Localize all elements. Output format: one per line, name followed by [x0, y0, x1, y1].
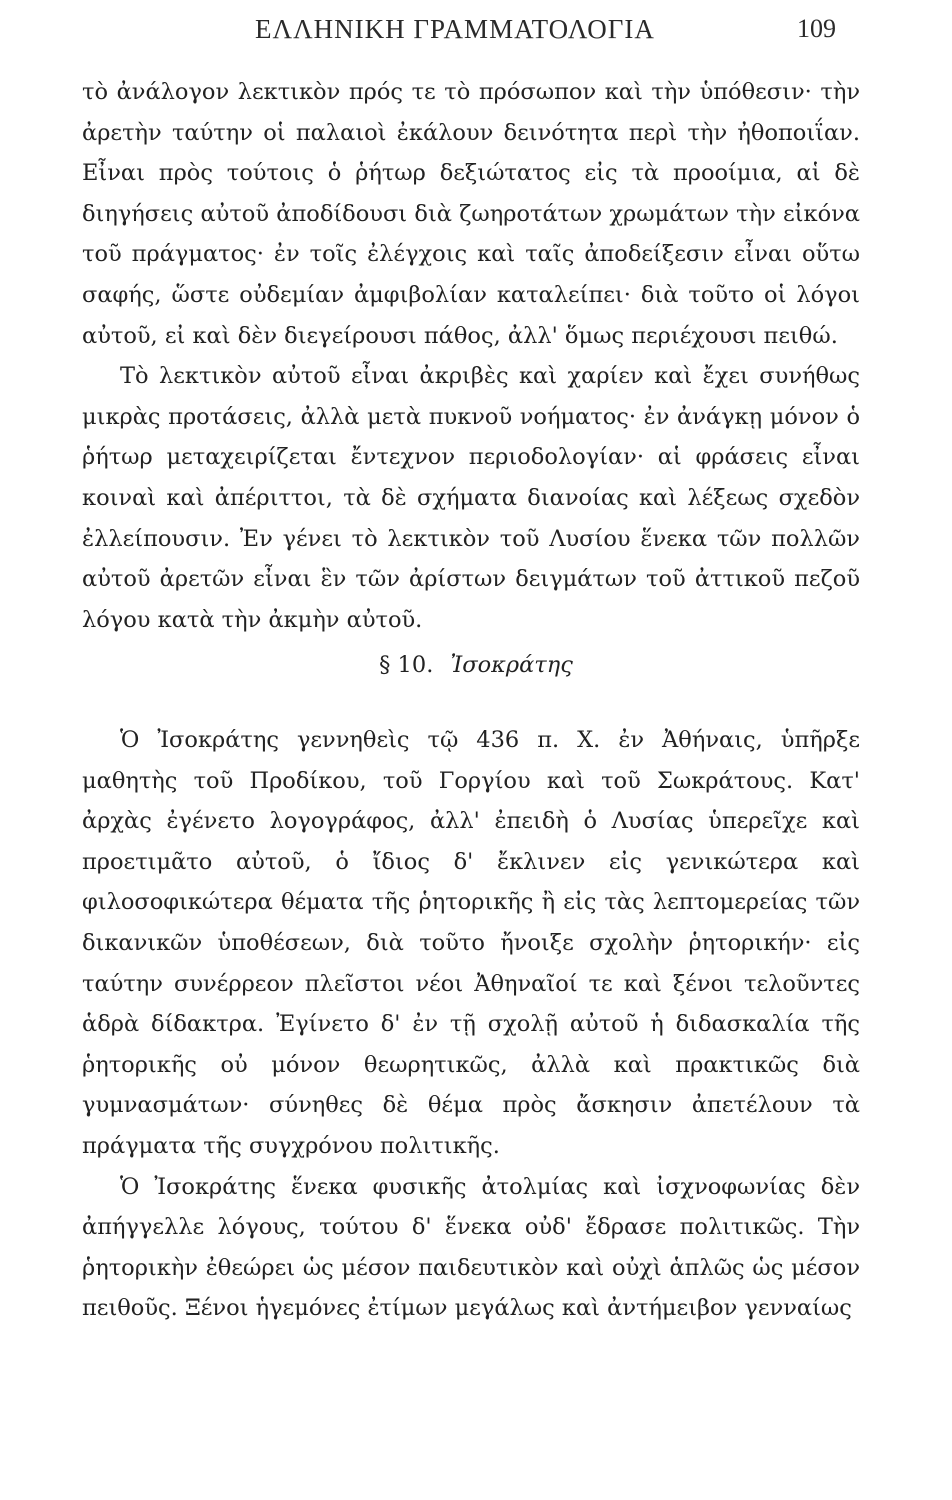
isocrates-text-block	[82, 720, 860, 1329]
page-number: 109	[797, 14, 836, 43]
running-head	[0, 14, 952, 54]
section-number: § 10.	[379, 652, 434, 678]
section-heading	[0, 652, 952, 678]
section-title: Ἰσοκράτης	[450, 652, 573, 678]
isocrates-paragraph-character: Ὁ Ἰσοκράτης ἕνεκα φυσικῆς ἀτολμίας καὶ ἰσχνοφωνίας δὲν ἀπήγγελλε λόγους, τούτου δ' ἕνεκα οὐδ' ἔδρασε πολιτικῶς. Τὴν ῥητορικὴν ἐθεώρει ὡς μέσον παιδευτικὸν καὶ οὐχὶ ἁπλῶς ὡς μέσον πειθοῦς. Ξένοι ἡγεμόνες ἐτίμων μεγάλως καὶ ἀντήμειβον γενναίως	[82, 1173, 860, 1322]
isocrates-paragraph-biography: Ὁ Ἰσοκράτης γεννηθεὶς τῷ 436 π. Χ. ἐν Ἀθήναις, ὑπῆρξε μαθητὴς τοῦ Προδίκου, τοῦ Γοργίου καὶ τοῦ Σωκράτους. Κατ' ἀρχὰς ἐγένετο λογογράφος, ἀλλ' ἐπειδὴ ὁ Λυσίας ὑπερεῖχε καὶ προετιμᾶτο αὐτοῦ, ὁ ἴδιος δ' ἔκλινεν εἰς γενικώτερα καὶ φιλοσοφικώτερα θέματα τῆς ῥητορικῆς ἢ εἰς τὰς λεπτομερείας τῶν δικανικῶν ὑποθέσεων, διὰ τοῦτο ἤνοιξε σχολὴν ῥητορικήν· εἰς ταύτην συνέρρεον πλεῖστοι νέοι Ἀθηναῖοί τε καὶ ξένοι τελοῦντες ἁδρὰ δίδακτρα. Ἐγίνετο δ' ἐν τῇ σχολῇ αὐτοῦ ἡ διδασκαλία τῆς ῥητορικῆς οὐ μόνον θεωρητικῶς, ἀλλὰ καὶ πρακτικῶς διὰ γυμνασμάτων· σύνηθες δὲ θέμα πρὸς ἄσκησιν ἀπετέλουν τὰ πράγματα τῆς συγχρόνου πολιτικῆς.	[82, 727, 860, 1159]
running-title: ΕΛΛΗΝΙΚΗ ΓΡΑΜΜΑΤΟΛΟΓΙΑ	[255, 14, 655, 44]
lysias-text-block	[82, 72, 860, 640]
lysias-paragraph-continued: τὸ ἀνάλογον λεκτικὸν πρός τε τὸ πρόσωπον καὶ τὴν ὑπόθεσιν· τὴν ἀρετὴν ταύτην οἱ παλαιοὶ ἐκάλουν δεινότητα περὶ τὴν ἠθοποιΐαν. Εἶναι πρὸς τούτοις ὁ ῥήτωρ δεξιώτατος εἰς τὰ προοίμια, αἱ δὲ διηγήσεις αὐτοῦ ἀποδίδουσι διὰ ζωηροτάτων χρωμάτων τὴν εἰκόνα τοῦ πράγματος· ἐν τοῖς ἐλέγχοις καὶ ταῖς ἀποδείξεσιν εἶναι οὕτω σαφής, ὥστε οὐδεμίαν ἀμφιβολίαν καταλείπει· διὰ τοῦτο οἱ λόγοι αὐτοῦ, εἰ καὶ δὲν διεγείρουσι πάθος, ἀλλ' ὅμως περιέχουσι πειθώ.	[82, 79, 860, 349]
lysias-paragraph-style: Τὸ λεκτικὸν αὐτοῦ εἶναι ἀκριβὲς καὶ χαρίεν καὶ ἔχει συνήθως μικρὰς προτάσεις, ἀλλὰ μετὰ πυκνοῦ νοήματος· ἐν ἀνάγκῃ μόνον ὁ ῥήτωρ μεταχειρίζεται ἔντεχνον περιοδολογίαν· αἱ φράσεις εἶναι κοιναὶ καὶ ἀπέριττοι, τὰ δὲ σχήματα διανοίας καὶ λέξεως σχεδὸν ἐλλείπουσιν. Ἐν γένει τὸ λεκτικὸν τοῦ Λυσίου ἕνεκα τῶν πολλῶν αὐτοῦ ἀρετῶν εἶναι ἓν τῶν ἀρίστων δειγμάτων τοῦ ἀττικοῦ πεζοῦ λόγου κατὰ τὴν ἀκμὴν αὐτοῦ.	[82, 363, 860, 633]
